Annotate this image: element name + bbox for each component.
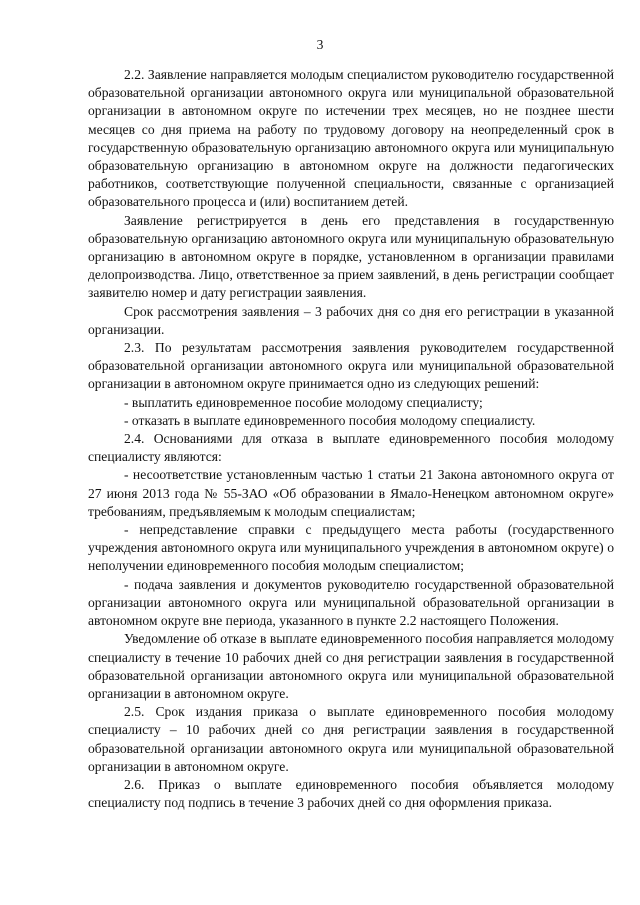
refusal-ground-out-of-period: - подача заявления и документов руководителю государственной образовательной организации автономного округа или муниципальной образовательной организации в автономном округе вне периода, указанного в пункте 2.2 настоящего Положения. bbox=[88, 576, 614, 629]
refusal-ground-noncompliance: - несоответствие установленным частью 1 статьи 21 Закона автономного округа от 27 июня 2013 года № 55-ЗАО «Об образовании в Ямало-Ненецком автономном округе» требованиям, предъявляемым к молодым специалистам; bbox=[88, 467, 614, 519]
paragraph-2-4: 2.4. Основаниями для отказа в выплате единовременного пособия молодому специалисту являются: bbox=[88, 431, 614, 465]
page-number: 3 bbox=[316, 37, 324, 52]
paragraph-2-6: 2.6. Приказ о выплате единовременного пособия объявляется молодому специалисту под подпись в течение 3 рабочих дней со дня оформления приказа. bbox=[88, 776, 614, 811]
document-body bbox=[88, 66, 614, 812]
paragraph-registration: Заявление регистрируется в день его представления в государственную образовательную организацию автономного округа или муниципальную образовательную организацию в автономном округе в порядке, установленном в организации правилами делопроизводства. Лицо, ответственное за прием заявлений, в день регистрации сообщает заявителю номер и дату регистрации заявления. bbox=[88, 212, 614, 301]
paragraph-2-3: 2.3. По результатам рассмотрения заявления руководителем государственной образовательной организации автономного округа или муниципальной образовательной организации в автономном округе принимается одно из следующих решений: bbox=[88, 340, 614, 392]
decision-item-pay: - выплатить единовременное пособие молодому специалисту; bbox=[124, 394, 483, 410]
decision-item-refuse: - отказать в выплате единовременного пособия молодому специалисту. bbox=[124, 412, 536, 428]
paragraph-refusal-notice: Уведомление об отказе в выплате единовременного пособия направляется молодому специалисту в течение 10 рабочих дней со дня регистрации заявления в государственной образовательной организации автономного округа или муниципальной образовательной организации в автономном округе. bbox=[88, 631, 614, 701]
paragraph-2-2: 2.2. Заявление направляется молодым специалистом руководителю государственной образовательной организации автономного округа или муниципальной образовательной организации в автономном округе по истечении трех месяцев, но не позднее шести месяцев со дня приема на работу по трудовому договору на неопределенный срок в государственную образовательную организацию автономного округа или муниципальную образовательную организацию в автономном округе на должности педагогических работников, соответствующие полученной специальности, связанные с организацией образовательного процесса и (или) воспитанием детей. bbox=[88, 67, 614, 210]
paragraph-2-5: 2.5. Срок издания приказа о выплате единовременного пособия молодому специалисту – 10 рабочих дней со дня регистрации заявления в государственной образовательной организации автономного округа или муниципальной образовательной организации в автономном округе. bbox=[88, 704, 614, 774]
paragraph-review-period: Срок рассмотрения заявления – 3 рабочих дня со дня его регистрации в указанной организации. bbox=[88, 303, 614, 337]
refusal-ground-no-certificate: - непредставление справки с предыдущего места работы (государственного учреждения автономного округа или муниципального учреждения в автономном округе) о неполучении единовременного пособия молодым специалистом; bbox=[88, 522, 614, 574]
